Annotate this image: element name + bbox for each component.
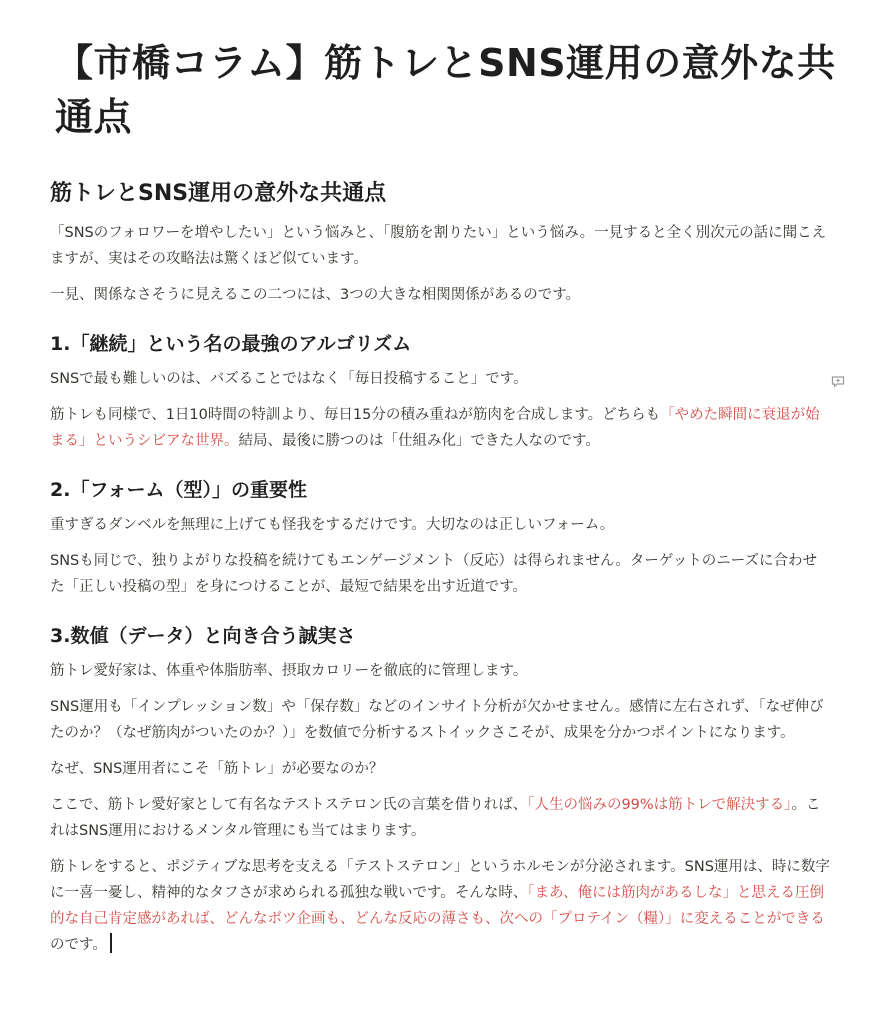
section-2-paragraph-2[interactable]: SNSも同じで、独りよがりな投稿を続けてもエンゲージメント（反応）は得られません。ターゲットのニーズに合わせた「正しい投稿の型」を身につけることが、最短で結果を出す近道です。 xyxy=(50,553,818,595)
section-1-paragraph-2[interactable] xyxy=(50,402,830,454)
article-body xyxy=(50,178,830,968)
page-title[interactable]: 【市橋コラム】筋トレとSNS運用の意外な共通点 xyxy=(55,41,836,139)
section-2-heading[interactable]: 2.「フォーム（型）」の重要性 xyxy=(50,479,307,501)
section-2-paragraph-1[interactable]: 重すぎるダンベルを無理に上げても怪我をするだけです。大切なのは正しいフォーム。 xyxy=(50,517,615,533)
highlight-text: 「人生の悩みの99%は筋トレで解決する」 xyxy=(527,797,792,813)
section-3-heading[interactable]: 3.数値（データ）と向き合う誠実さ xyxy=(50,625,356,647)
text-cursor xyxy=(110,933,112,953)
section-3-paragraph-3[interactable]: なぜ、SNS運用者にこそ「筋トレ」が必要なのか？ xyxy=(50,761,384,777)
text-span: ここで、筋トレ愛好家として有名なテストステロン氏の言葉を借りれば、 xyxy=(50,797,528,813)
section-1-heading[interactable]: 1.「継続」という名の最強のアルゴリズム xyxy=(50,333,412,355)
article-heading[interactable]: 筋トレとSNS運用の意外な共通点 xyxy=(50,181,387,206)
section-3-paragraph-5[interactable] xyxy=(50,854,830,958)
text-span: のです。 xyxy=(50,937,107,953)
section-3-paragraph-2[interactable]: SNS運用も「インプレッション数」や「保存数」などのインサイト分析が欠かせません。感情に左右されず、「なぜ伸びたのか？（なぜ筋肉がついたのか？）」を数値で分析するストイックさこそが、成果を分かつポイントになります。 xyxy=(50,699,824,741)
section-3-paragraph-4[interactable] xyxy=(50,792,830,844)
comment-plus-icon[interactable] xyxy=(831,376,845,388)
text-span: 筋トレをすると、ポジティブな思考を支える「テストステロン」というホルモンが分泌されます。SNS運用は、時に数字に一喜一憂し、精神的なタフさが求められる孤独な戦いです。そんな時、 xyxy=(50,859,830,901)
intro-paragraph-2[interactable]: 一見、関係なさそうに見えるこの二つには、3つの大きな相関関係があるのです。 xyxy=(50,287,581,303)
highlight-text: 「やめた瞬間に衰退が始まる」というシビアな世界。 xyxy=(50,407,820,449)
text-span: 結局、最後に勝つのは「仕組み化」できた人なのです。 xyxy=(238,433,600,449)
text-span: 。これはSNS運用におけるメンタル管理にも当てはまります。 xyxy=(50,797,821,839)
intro-paragraph-1[interactable]: 「SNSのフォロワーを増やしたい」という悩みと、「腹筋を割りたい」という悩み。一見すると全く別次元の話に聞こえますが、実はその攻略法は驚くほど似ています。 xyxy=(50,225,827,267)
highlight-text: 「まあ、俺には筋肉があるしな」と思える圧倒的な自己肯定感があれば、どんなボツ企画も、どんな反応の薄さも、次への「プロテイン（糧）」に変えることができる xyxy=(50,885,825,927)
text-span: 筋トレも同様で、1日10時間の特訓より、毎日15分の積み重ねが筋肉を合成します。どちらも xyxy=(50,407,661,423)
section-1-paragraph-1[interactable]: SNSで最も難しいのは、バズることではなく「毎日投稿すること」です。 xyxy=(50,371,528,387)
section-3-paragraph-1[interactable]: 筋トレ愛好家は、体重や体脂肪率、摂取カロリーを徹底的に管理します。 xyxy=(50,663,528,679)
